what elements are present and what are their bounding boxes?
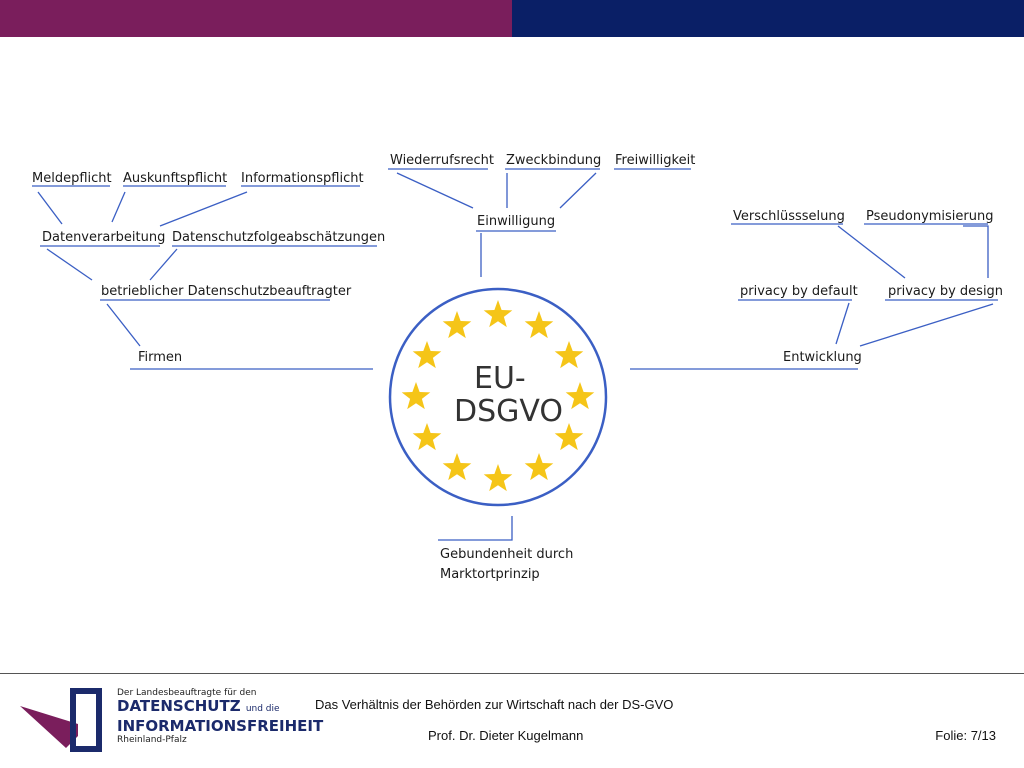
footer-page-number: Folie: 7/13 [935,728,996,743]
logo-line4: Rheinland-Pfalz [117,735,187,745]
logo-line2 [117,698,323,718]
label-datenschutzfolge: Datenschutzfolgeabschätzungen [172,230,386,245]
emblem-text-line1: EU- [474,361,526,396]
label-pseudonymisierung: Pseudonymisierung [866,209,994,224]
label-einwilligung: Einwilligung [477,214,556,229]
logo-und-die: und die [245,704,280,714]
eu-dsgvo-emblem [390,289,606,505]
label-dsb: betrieblicher Datenschutzbeauftragter [101,284,352,299]
label-zweckbindung: Zweckbindung [506,153,602,168]
label-gebundenheit-line2: Marktortprinzip [440,567,540,582]
footer-title: Das Verhältnis der Behörden zur Wirtschaft nach der DS-GVO [315,697,674,712]
logo-text [117,688,323,745]
logo-line3: INFORMATIONSFREIHEIT [117,717,324,735]
emblem-text-line2: DSGVO [454,394,563,429]
label-auskunftspflicht: Auskunftspflicht [123,171,228,186]
label-meldepflicht: Meldepflicht [32,171,112,186]
logo-mark-icon [18,686,113,752]
label-wiederrufsrecht: Wiederrufsrecht [390,153,495,168]
footer-divider [0,673,1024,674]
label-gebundenheit-line1: Gebundenheit durch [440,547,574,562]
label-informationspflicht: Informationspflicht [241,171,364,186]
label-freiwilligkeit: Freiwilligkeit [615,153,696,168]
label-datenverarbeitung: Datenverarbeitung [42,230,166,245]
logo-datenschutz: DATENSCHUTZ [117,697,241,715]
label-privacy-by-default: privacy by default [740,284,858,299]
label-entwicklung: Entwicklung [783,350,862,365]
label-privacy-by-design: privacy by design [888,284,1004,299]
footer-author: Prof. Dr. Dieter Kugelmann [428,728,584,743]
logo-line1: Der Landesbeauftragte für den [117,688,257,698]
label-verschluesselung: Verschlüssselung [733,209,845,224]
left-branch-lines [32,186,377,369]
ldi-logo [18,686,324,754]
label-firmen: Firmen [138,350,183,365]
bottom-branch-line [438,516,512,540]
